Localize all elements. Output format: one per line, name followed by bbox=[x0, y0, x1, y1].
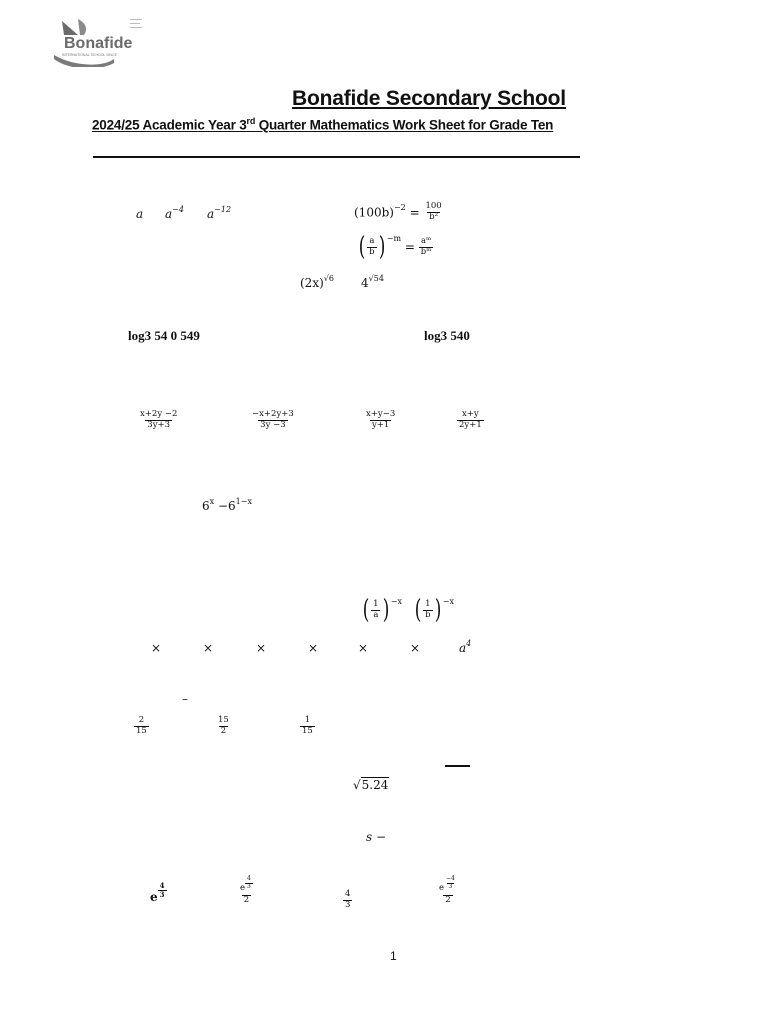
q4-option-1 bbox=[138, 410, 179, 431]
worksheet-subtitle bbox=[92, 116, 553, 133]
fraction bbox=[250, 410, 296, 431]
right-paren: ) bbox=[382, 595, 389, 625]
q1-base: a bbox=[207, 207, 215, 221]
fraction-numerator: 4 bbox=[247, 875, 251, 882]
fraction bbox=[423, 202, 443, 223]
q8-square-root bbox=[353, 778, 389, 792]
equals-sign: = bbox=[409, 205, 420, 220]
subtitle-text-end: Quarter Mathematics Work Sheet for Grade Ten bbox=[255, 117, 554, 133]
q7-option-1 bbox=[134, 716, 149, 737]
times-sign: × bbox=[151, 641, 162, 655]
subtitle-text: 2024/25 Academic Year 3 bbox=[92, 117, 247, 133]
fraction-denominator: b bbox=[425, 609, 431, 620]
q1-option-a-neg4 bbox=[165, 207, 184, 221]
fraction-numerator: 4 bbox=[159, 881, 165, 890]
fraction-denominator: 15 bbox=[302, 725, 313, 736]
fraction-denominator: 3y −3 bbox=[260, 419, 286, 430]
q8-overline bbox=[445, 765, 470, 767]
exponent-fraction bbox=[245, 876, 253, 891]
expr-exponent: −2 bbox=[393, 202, 406, 212]
left-paren: ( bbox=[358, 232, 366, 262]
fraction-numerator: 4 bbox=[345, 889, 351, 899]
minus-sign: − bbox=[214, 499, 229, 513]
expr-exponent: −m bbox=[386, 233, 402, 243]
fraction-denominator: 15 bbox=[136, 725, 147, 736]
radical-sign: √ bbox=[353, 778, 361, 792]
logo-graphic bbox=[34, 15, 154, 67]
expr-exponent: x bbox=[209, 497, 215, 506]
exponent-fraction bbox=[444, 876, 457, 891]
fraction-denominator: y+1 bbox=[371, 419, 390, 430]
fraction-numerator: 1 bbox=[304, 715, 311, 725]
q6-fraction-power-a bbox=[361, 597, 402, 623]
expr-base: e bbox=[150, 890, 158, 905]
q1-base: a bbox=[165, 207, 173, 221]
expr-base: 6 bbox=[228, 499, 236, 513]
fraction bbox=[419, 237, 434, 258]
fraction-denominator: 3y+3 bbox=[147, 419, 171, 430]
q1-exponent: −12 bbox=[214, 205, 232, 214]
fraction-numerator: 1 bbox=[425, 598, 431, 609]
right-paren: ) bbox=[378, 232, 385, 262]
fraction bbox=[423, 600, 432, 621]
fraction-denominator: 2 bbox=[243, 894, 250, 905]
right-paren: ) bbox=[434, 595, 441, 625]
fraction bbox=[457, 410, 484, 431]
exponent-fraction bbox=[158, 882, 167, 899]
expr-base: 4 bbox=[361, 276, 369, 290]
q4-option-3 bbox=[364, 410, 397, 431]
expr-base: e bbox=[439, 882, 445, 893]
q10-option-1 bbox=[150, 881, 167, 906]
fraction bbox=[371, 600, 380, 621]
q10-option-3 bbox=[343, 890, 352, 911]
fraction-denominator: bᵐ bbox=[420, 246, 432, 257]
fraction bbox=[300, 716, 315, 737]
q4-option-2 bbox=[250, 410, 296, 431]
times-sign: × bbox=[410, 641, 421, 655]
q10-option-4 bbox=[437, 875, 459, 906]
fraction bbox=[367, 237, 376, 258]
q4-option-4 bbox=[457, 410, 484, 431]
times-sign: × bbox=[358, 641, 369, 655]
subtitle-superscript: rd bbox=[246, 116, 256, 126]
fraction-numerator: a bbox=[369, 235, 375, 246]
fraction bbox=[216, 716, 231, 737]
logo-wordmark: Bonafide bbox=[64, 35, 133, 52]
expr-exponent: −x bbox=[390, 596, 402, 606]
fraction-numerator: aᵐ bbox=[420, 235, 432, 246]
q1-exponent: −4 bbox=[172, 205, 184, 214]
page-number: 1 bbox=[390, 949, 397, 963]
q6-fraction-power-b bbox=[413, 597, 454, 623]
expr-exponent: √6 bbox=[323, 274, 334, 283]
expr-base: (100b) bbox=[354, 205, 394, 220]
fraction-numerator: 1 bbox=[373, 598, 379, 609]
fraction-numerator: 15 bbox=[218, 715, 229, 725]
q1-option-a-neg12 bbox=[207, 207, 231, 221]
q9-expression bbox=[366, 830, 386, 844]
school-logo bbox=[34, 15, 154, 67]
expr-exponent: 1−x bbox=[235, 497, 252, 506]
q7-option-2 bbox=[216, 716, 231, 737]
fraction-numerator: x+y bbox=[462, 409, 479, 419]
q2-equation-fraction bbox=[357, 234, 433, 260]
q7-option-3 bbox=[300, 716, 315, 737]
q3-log-given: log3 54 0 549 bbox=[128, 328, 200, 343]
expr-base: e bbox=[240, 882, 246, 893]
fraction-numerator: x+2y −2 bbox=[140, 409, 178, 419]
q1-option-a: a bbox=[136, 207, 144, 221]
fraction-numerator: −4 bbox=[446, 875, 455, 882]
fraction-denominator: 3 bbox=[345, 899, 351, 910]
q2-radical-power bbox=[300, 276, 334, 290]
page-title: Bonafide Secondary School bbox=[292, 87, 566, 110]
equals-sign: = bbox=[404, 240, 415, 254]
fraction-denominator: 3 bbox=[159, 890, 165, 900]
fraction bbox=[238, 875, 255, 906]
expr-exponent: −x bbox=[442, 596, 454, 606]
fraction-denominator: 3 bbox=[247, 882, 251, 890]
fraction-denominator: 2 bbox=[220, 725, 227, 736]
fraction-denominator: a bbox=[373, 609, 379, 620]
q2-radical-power-four bbox=[361, 276, 384, 290]
logo-tagline: INTERNATIONAL SCHOOL SINCE bbox=[62, 53, 117, 57]
expr-exponent: 4 bbox=[466, 639, 472, 648]
fraction bbox=[364, 410, 397, 431]
times-sign: × bbox=[256, 641, 267, 655]
fraction-numerator bbox=[238, 875, 255, 895]
left-paren: ( bbox=[362, 595, 370, 625]
q10-option-2 bbox=[238, 875, 255, 906]
fraction-denominator: b² bbox=[429, 211, 439, 222]
fraction-denominator: b bbox=[369, 246, 375, 257]
times-sign: × bbox=[203, 641, 214, 655]
expr-base: 6 bbox=[202, 499, 210, 513]
q5-expression bbox=[202, 499, 252, 513]
minus-sign: − bbox=[372, 830, 387, 844]
expr-base: a bbox=[459, 641, 467, 655]
fraction-denominator: 2y+1 bbox=[459, 419, 482, 430]
left-paren: ( bbox=[414, 595, 422, 625]
q6-power-four bbox=[459, 641, 471, 655]
variable-s: s bbox=[366, 830, 373, 844]
q2-equation-power bbox=[354, 202, 444, 223]
fraction-numerator: −x+2y+3 bbox=[252, 409, 294, 419]
q7-dash: – bbox=[182, 692, 188, 706]
fraction-numerator: 2 bbox=[138, 715, 145, 725]
fraction-numerator bbox=[437, 875, 459, 895]
expr-base: (2x) bbox=[300, 276, 324, 290]
expr-exponent: √54 bbox=[368, 274, 384, 283]
fraction bbox=[134, 716, 149, 737]
fraction-numerator: x+y−3 bbox=[366, 409, 396, 419]
radicand: 5.24 bbox=[361, 778, 389, 792]
fraction bbox=[437, 875, 459, 906]
q3-log-question: log3 540 bbox=[424, 328, 470, 343]
fraction-denominator: 2 bbox=[445, 894, 451, 905]
fraction bbox=[343, 890, 352, 911]
fraction bbox=[138, 410, 179, 431]
fraction-denominator: 3 bbox=[448, 882, 453, 890]
times-sign: × bbox=[308, 641, 319, 655]
fraction-numerator: 100 bbox=[425, 201, 442, 211]
header-divider bbox=[93, 156, 580, 158]
